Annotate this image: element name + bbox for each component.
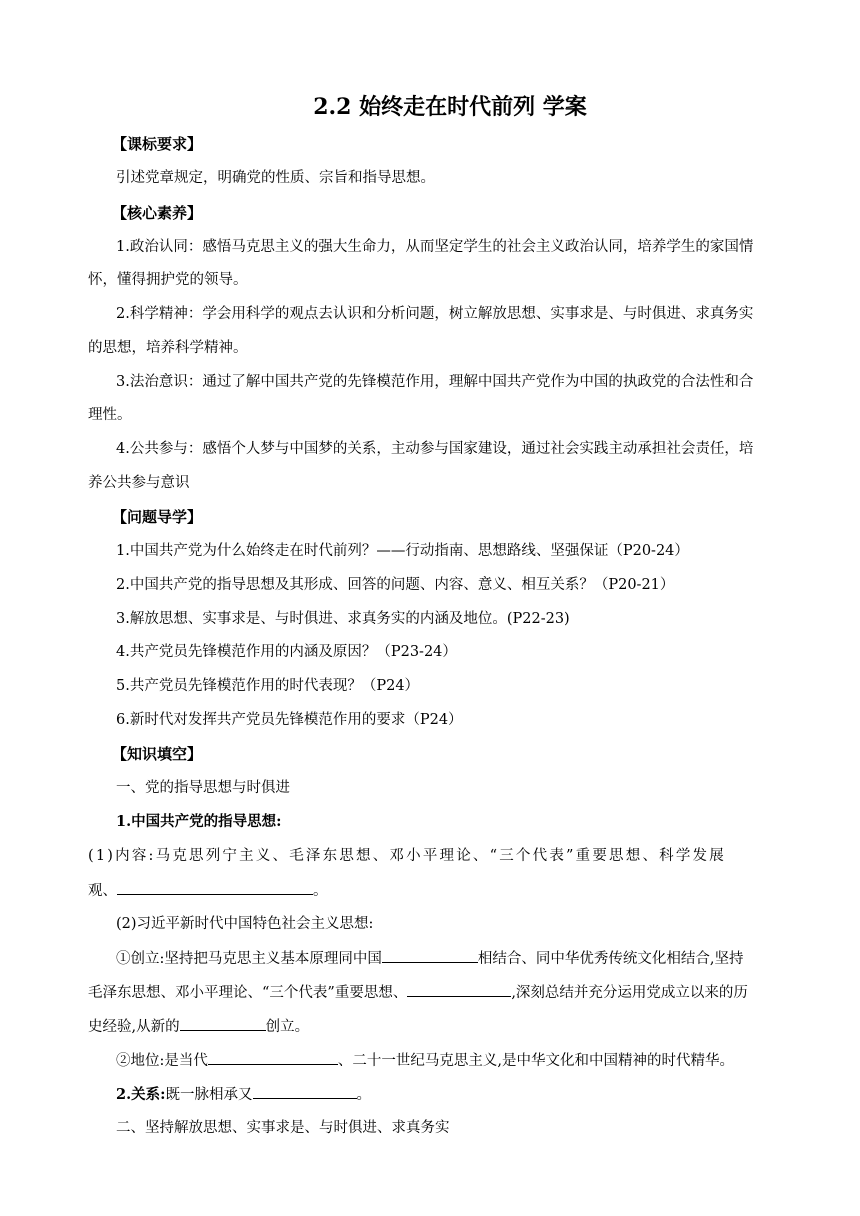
knowledge-heading: 【知识填空】	[112, 745, 203, 763]
fill-blank-6[interactable]	[253, 1084, 357, 1099]
question-item-3: 3.解放思想、实事求是、与时俱进、求真务实的内涵及地位。(P22-23)	[116, 611, 570, 627]
creation-line-2	[88, 982, 748, 1003]
status-text-a: ②地位:是当代	[116, 1053, 208, 1069]
fill-blank-5[interactable]	[208, 1050, 338, 1065]
literacy-item-3-line1: 3.法治意识：通过了解中国共产党的先锋模范作用，理解中国共产党作为中国的执政党的合法性和合	[116, 374, 754, 390]
questions-heading: 【问题导学】	[112, 508, 203, 526]
literacy-item-2-line1: 2.科学精神：学会用科学的观点去认识和分析问题，树立解放思想、实事求是、与时俱进、求真务实	[116, 306, 754, 322]
content-line-2-prefix: 观、	[88, 883, 117, 899]
literacy-item-4-line2: 养公共参与意识	[88, 475, 190, 491]
relation-end: 。	[356, 1087, 371, 1103]
status-text-b: 、二十一世纪马克思主义,是中华文化和中国精神的时代精华。	[337, 1053, 734, 1069]
question-item-5: 5.共产党员先锋模范作用的时代表现？（P24）	[116, 678, 420, 694]
content-line-2-suffix: 。	[313, 883, 328, 899]
relation-label: 2.关系:	[116, 1086, 166, 1103]
fill-blank-2[interactable]	[382, 948, 478, 963]
question-item-4: 4.共产党员先锋模范作用的内涵及原因？（P23-24）	[116, 644, 457, 660]
creation-text-a: ①创立:坚持把马克思主义基本原理同中国	[116, 951, 382, 967]
fill-blank-1[interactable]	[117, 880, 313, 895]
relation-text: 既一脉相承又	[165, 1087, 253, 1103]
question-item-1: 1.中国共产党为什么始终走在时代前列？——行动指南、思想路线、坚强保证（P20-24）	[116, 543, 689, 559]
creation-line-3	[88, 1016, 309, 1037]
section-1-title: 一、党的指导思想与时俱进	[116, 780, 290, 796]
literacy-item-2-line2: 的思想，培养科学精神。	[88, 340, 248, 356]
fill-blank-4[interactable]	[180, 1016, 266, 1031]
fill-blank-3[interactable]	[407, 982, 511, 997]
subsection-1-title: 1.中国共产党的指导思想:	[116, 813, 282, 830]
question-item-6: 6.新时代对发挥共产党员先锋模范作用的要求（P24）	[116, 712, 463, 728]
question-item-2: 2.中国共产党的指导思想及其形成、回答的问题、内容、意义、相互关系？（P20-21）	[116, 577, 675, 593]
literacy-item-1-line2: 怀，懂得拥护党的领导。	[88, 272, 248, 288]
content-line-2	[88, 880, 328, 901]
literacy-item-3-line2: 理性。	[88, 407, 132, 423]
creation-text-f: 创立。	[265, 1019, 310, 1035]
creation-text-c: 毛泽东思想、邓小平理论、“三个代表”重要思想、	[88, 985, 408, 1001]
literacy-item-1-line1: 1.政治认同：感悟马克思主义的强大生命力，从而坚定学生的社会主义政治认同，培养学生的家国情	[116, 239, 754, 255]
literacy-heading: 【核心素养】	[112, 204, 203, 222]
creation-line-1	[116, 948, 744, 969]
creation-text-e: 史经验,从新的	[88, 1019, 180, 1035]
creation-text-d: ,深刻总结并充分运用党成立以来的历	[511, 985, 748, 1001]
content-line-1: (1)内容:马克思列宁主义、毛泽东思想、邓小平理论、“三个代表”重要思想、科学发展	[88, 848, 726, 864]
creation-text-b: 相结合、同中华优秀传统文化相结合,坚持	[477, 951, 744, 967]
curriculum-heading: 【课标要求】	[112, 135, 203, 153]
curriculum-text: 引述党章规定，明确党的性质、宗旨和指导思想。	[116, 170, 435, 186]
literacy-item-4-line1: 4.公共参与：感悟个人梦与中国梦的关系，主动参与国家建设，通过社会实践主动承担社会责任，培	[116, 441, 754, 457]
section-2-title: 二、坚持解放思想、实事求是、与时俱进、求真务实	[116, 1120, 450, 1136]
status-line	[116, 1050, 734, 1071]
relation-line	[116, 1084, 371, 1105]
page-title: 2.2 始终走在时代前列 学案	[313, 94, 587, 120]
xi-thought-heading: (2)习近平新时代中国特色社会主义思想:	[116, 916, 374, 932]
